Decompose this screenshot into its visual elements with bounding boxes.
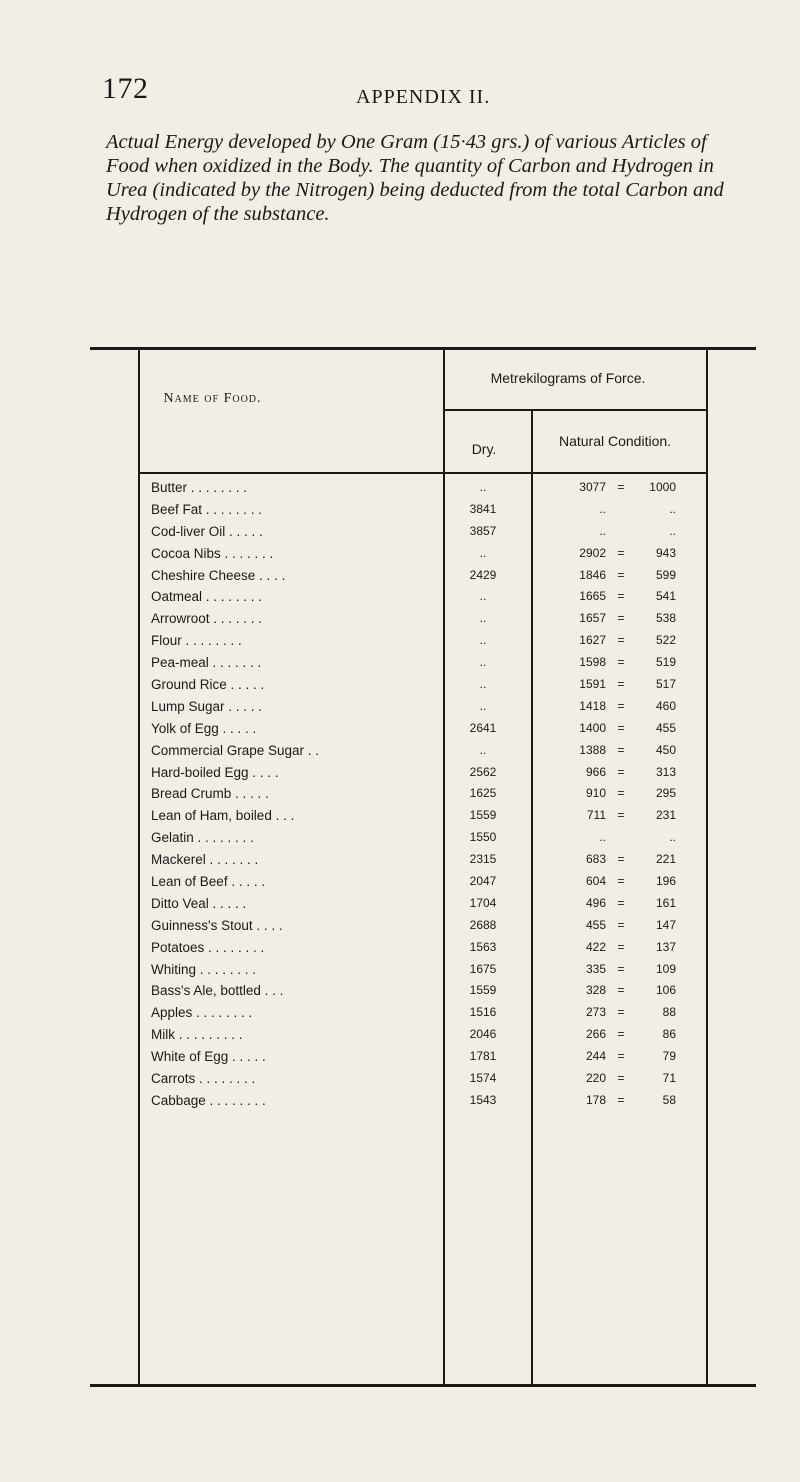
equals-sign: = — [617, 808, 625, 823]
food-name: Gelatin . . . . . . . . — [151, 830, 254, 846]
equals-sign: = — [617, 895, 625, 910]
food-name: Whiting . . . . . . . . — [151, 961, 257, 977]
header-dry: Dry. — [471, 441, 497, 457]
table-row — [90, 696, 756, 718]
food-name: Butter . . . . . . . . — [151, 480, 248, 495]
food-name: Apples . . . . . . . . — [151, 1005, 253, 1021]
table-top-rule — [90, 347, 756, 350]
natural-value: 604 — [585, 874, 606, 889]
relative-value: 221 — [655, 852, 676, 867]
table-row — [90, 674, 756, 696]
relative-value: 1000 — [649, 480, 676, 494]
food-name: Lump Sugar . . . . . — [151, 698, 263, 714]
table-row — [90, 980, 756, 1002]
natural-value: 335 — [585, 961, 606, 976]
force-subheader-rule — [443, 409, 706, 411]
header-name-of-food: Name of Food. — [163, 391, 262, 406]
relative-value: 88 — [662, 1005, 676, 1020]
food-name: Lean of Beef . . . . . — [151, 874, 266, 890]
table-row — [90, 652, 756, 674]
equals-sign: = — [617, 786, 625, 801]
energy-table — [90, 347, 762, 1482]
food-name: Carrots . . . . . . . . — [151, 1071, 256, 1087]
natural-value: 455 — [585, 917, 606, 932]
food-name: Mackerel . . . . . . . — [151, 852, 259, 868]
food-name: Cod-liver Oil . . . . . — [151, 523, 263, 539]
dry-value: 1625 — [469, 786, 497, 801]
table-row — [90, 477, 756, 499]
dry-value: 2047 — [469, 874, 497, 889]
dry-value: 1781 — [469, 1049, 497, 1064]
food-name: Ground Rice . . . . . — [151, 677, 265, 693]
food-name: Arrowroot . . . . . . . — [151, 611, 263, 627]
relative-value: 161 — [655, 895, 676, 910]
dry-value: 3857 — [469, 523, 497, 538]
table-row — [90, 1024, 756, 1046]
natural-value: 1400 — [579, 720, 606, 735]
dry-value: 1559 — [469, 808, 497, 823]
dry-value: 1516 — [469, 1005, 497, 1020]
equals-sign: = — [617, 742, 625, 757]
natural-value: 220 — [585, 1071, 606, 1086]
dry-value: 2046 — [469, 1027, 497, 1042]
natural-value: .. — [599, 501, 606, 516]
table-row — [90, 762, 756, 784]
natural-value: 266 — [585, 1027, 606, 1042]
relative-value: 109 — [655, 961, 676, 976]
food-name: Milk . . . . . . . . . — [151, 1027, 243, 1043]
food-name: White of Egg . . . . . — [151, 1049, 266, 1065]
relative-value: 196 — [655, 874, 676, 889]
natural-value: 1388 — [579, 742, 606, 757]
food-name: Guinness's Stout . . . . — [151, 917, 283, 933]
food-name: Hard-boiled Egg . . . . — [151, 764, 279, 780]
dry-value: .. — [479, 589, 487, 604]
header-force: Metrekilograms of Force. — [490, 370, 646, 386]
equals-sign: = — [617, 611, 625, 626]
dry-value: 1574 — [469, 1071, 497, 1086]
relative-value: 79 — [662, 1049, 676, 1064]
natural-value: .. — [599, 830, 606, 845]
table-row — [90, 1090, 756, 1112]
natural-value: 1598 — [579, 655, 606, 670]
equals-sign: = — [617, 961, 625, 976]
relative-value: 71 — [662, 1071, 676, 1086]
dry-value: .. — [479, 677, 487, 692]
dry-value: 2641 — [469, 720, 497, 735]
equals-sign: = — [617, 1092, 625, 1107]
table-row — [90, 1068, 756, 1090]
natural-value: 1418 — [579, 698, 606, 713]
table-row — [90, 586, 756, 608]
relative-value: 58 — [662, 1092, 676, 1107]
table-row — [90, 893, 756, 915]
table-row — [90, 1002, 756, 1024]
dry-value: .. — [479, 480, 487, 494]
relative-value: 522 — [655, 633, 676, 648]
dry-value: 2429 — [469, 567, 497, 582]
food-name: Bread Crumb . . . . . — [151, 786, 269, 802]
natural-value: 3077 — [579, 480, 606, 494]
table-row — [90, 959, 756, 981]
food-name: Yolk of Egg . . . . . — [151, 720, 257, 736]
equals-sign: = — [617, 720, 625, 735]
header-natural-condition: Natural Condition. — [558, 433, 672, 449]
relative-value: 455 — [655, 720, 676, 735]
natural-value: 683 — [585, 852, 606, 867]
dry-value: 1563 — [469, 939, 497, 954]
food-name: Oatmeal . . . . . . . . — [151, 589, 263, 605]
food-name: Ditto Veal . . . . . — [151, 895, 247, 911]
relative-value: 460 — [655, 698, 676, 713]
dry-value: .. — [479, 698, 487, 713]
table-body — [90, 477, 756, 1112]
table-row — [90, 1046, 756, 1068]
food-name: Cocoa Nibs . . . . . . . — [151, 545, 274, 561]
relative-value: 313 — [655, 764, 676, 779]
table-row — [90, 740, 756, 762]
relative-value: 519 — [655, 655, 676, 670]
table-caption: Actual Energy developed by One Gram (15·43 grs.) of various Articles of Food when oxidized in the Body. The quantity of Carbon and Hydrogen in Urea (indicated by the Nitrogen) being deducted from the total Carbon and Hydrogen of the substance. — [106, 131, 724, 225]
natural-value: 244 — [585, 1049, 606, 1064]
equals-sign: = — [617, 633, 625, 648]
natural-value: 910 — [585, 786, 606, 801]
equals-sign: = — [617, 480, 625, 494]
dry-value: 1550 — [469, 830, 497, 845]
natural-value: .. — [599, 523, 606, 538]
dry-value: 1543 — [469, 1092, 497, 1107]
food-name: Bass's Ale, bottled . . . — [151, 983, 284, 999]
relative-value: 147 — [655, 917, 676, 932]
equals-sign: = — [617, 874, 625, 889]
dry-value: 2562 — [469, 764, 497, 779]
food-name: Beef Fat . . . . . . . . — [151, 501, 263, 517]
dry-value: 1704 — [469, 895, 497, 910]
equals-sign: = — [617, 589, 625, 604]
equals-sign: = — [617, 1071, 625, 1086]
table-row — [90, 915, 756, 937]
table-row — [90, 543, 756, 565]
food-name: Lean of Ham, boiled . . . — [151, 808, 295, 824]
table-row — [90, 608, 756, 630]
food-name: Potatoes . . . . . . . . — [151, 939, 265, 955]
relative-value: .. — [669, 501, 676, 516]
equals-sign: = — [617, 983, 625, 998]
natural-value: 178 — [585, 1092, 606, 1107]
relative-value: .. — [669, 830, 676, 845]
table-row — [90, 718, 756, 740]
dry-value: .. — [479, 633, 487, 648]
dry-value: 1675 — [469, 961, 497, 976]
dry-value: .. — [479, 742, 487, 757]
natural-value: 328 — [585, 983, 606, 998]
natural-value: 1627 — [579, 633, 606, 648]
dry-value: .. — [479, 611, 487, 626]
table-row — [90, 521, 756, 543]
dry-value: 1559 — [469, 983, 497, 998]
table-row — [90, 565, 756, 587]
relative-value: 943 — [655, 545, 676, 560]
dry-value: .. — [479, 545, 487, 560]
natural-value: 496 — [585, 895, 606, 910]
natural-value: 1665 — [579, 589, 606, 604]
dry-value: 3841 — [469, 501, 497, 516]
equals-sign: = — [617, 655, 625, 670]
relative-value: 86 — [662, 1027, 676, 1042]
food-name: Cheshire Cheese . . . . — [151, 567, 286, 583]
equals-sign: = — [617, 567, 625, 582]
relative-value: 517 — [655, 677, 676, 692]
equals-sign: = — [617, 764, 625, 779]
equals-sign: = — [617, 917, 625, 932]
relative-value: 599 — [655, 567, 676, 582]
natural-value: 1846 — [579, 567, 606, 582]
natural-value: 1657 — [579, 611, 606, 626]
equals-sign: = — [617, 677, 625, 692]
natural-value: 273 — [585, 1005, 606, 1020]
food-name: Pea-meal . . . . . . . — [151, 655, 262, 671]
table-row — [90, 937, 756, 959]
equals-sign: = — [617, 1027, 625, 1042]
table-row — [90, 630, 756, 652]
relative-value: 450 — [655, 742, 676, 757]
dry-value: 2688 — [469, 917, 497, 932]
relative-value: 538 — [655, 611, 676, 626]
header-bottom-rule — [138, 472, 706, 474]
relative-value: 106 — [655, 983, 676, 998]
table-row — [90, 783, 756, 805]
relative-value: .. — [669, 523, 676, 538]
food-name: Cabbage . . . . . . . . — [151, 1092, 266, 1108]
dry-value: 2315 — [469, 852, 497, 867]
relative-value: 137 — [655, 939, 676, 954]
relative-value: 231 — [655, 808, 676, 823]
natural-value: 422 — [585, 939, 606, 954]
dry-value: .. — [479, 655, 487, 670]
table-row — [90, 805, 756, 827]
natural-value: 966 — [585, 764, 606, 779]
natural-value: 1591 — [579, 677, 606, 692]
page-number: 172 — [102, 72, 149, 105]
equals-sign: = — [617, 1049, 625, 1064]
equals-sign: = — [617, 939, 625, 954]
running-head: APPENDIX II. — [356, 86, 491, 108]
table-bottom-rule — [90, 1384, 756, 1387]
relative-value: 541 — [655, 589, 676, 604]
table-row — [90, 849, 756, 871]
table-row — [90, 499, 756, 521]
equals-sign: = — [617, 545, 625, 560]
natural-value: 2902 — [579, 545, 606, 560]
equals-sign: = — [617, 698, 625, 713]
food-name: Commercial Grape Sugar . . — [151, 742, 320, 758]
table-row — [90, 871, 756, 893]
table-row — [90, 827, 756, 849]
food-name: Flour . . . . . . . . — [151, 633, 242, 649]
equals-sign: = — [617, 852, 625, 867]
relative-value: 295 — [655, 786, 676, 801]
equals-sign: = — [617, 1005, 625, 1020]
natural-value: 711 — [586, 808, 606, 823]
